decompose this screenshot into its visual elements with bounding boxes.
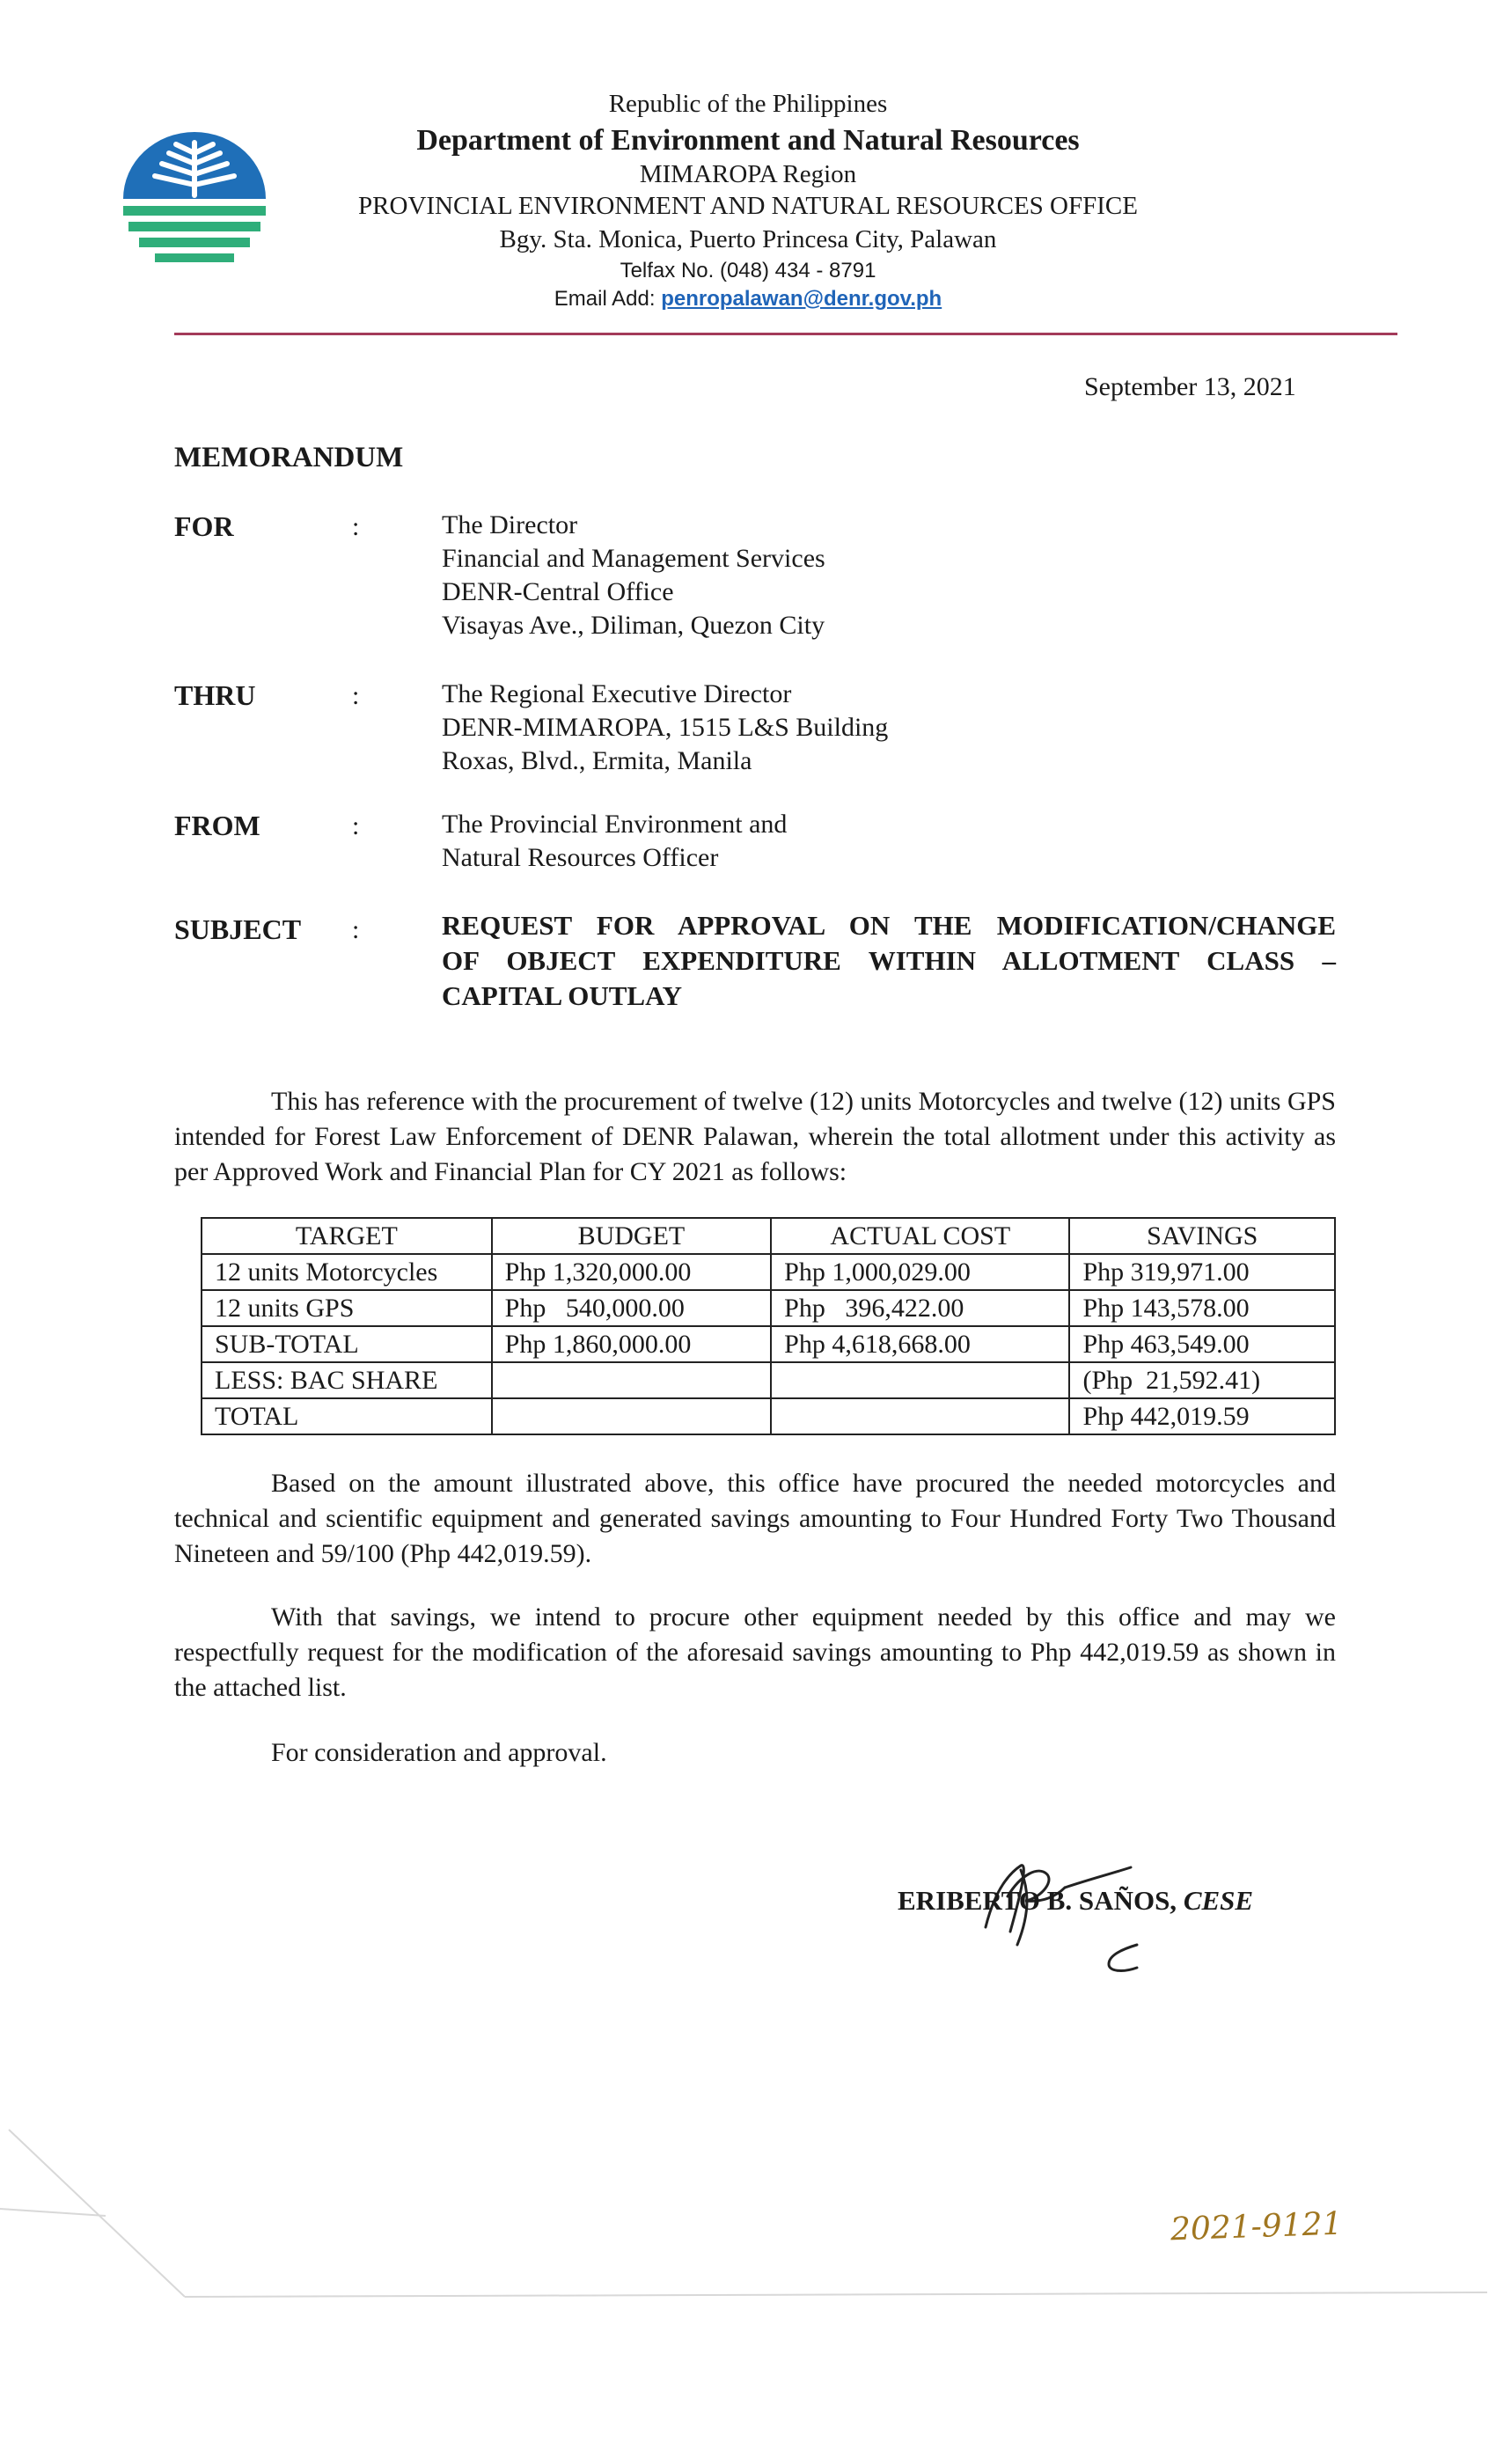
table-cell: Php 319,971.00 (1069, 1254, 1335, 1290)
subject-line: REQUEST FOR APPROVAL ON THE MODIFICATION/CHANGE (442, 910, 1336, 941)
routing-colon: : (352, 915, 360, 944)
routing-label: FROM (174, 810, 260, 841)
table-cell: Php 1,000,029.00 (771, 1254, 1069, 1290)
table-cell: Php 1,860,000.00 (492, 1326, 771, 1362)
email-label: Email Add: (554, 287, 656, 311)
table-cell: SUB-TOTAL (202, 1326, 492, 1362)
table-cell (492, 1362, 771, 1398)
header-cell-budget: BUDGET (492, 1218, 771, 1254)
table-cell: TOTAL (202, 1398, 492, 1434)
routing-label: SUBJECT (174, 913, 302, 945)
table-cell (771, 1398, 1069, 1434)
table-cell: Php 143,578.00 (1069, 1290, 1335, 1326)
routing-line: Visayas Ave., Diliman, Quezon City (442, 611, 825, 640)
table-cell: LESS: BAC SHARE (202, 1362, 492, 1398)
table-row (202, 1290, 1335, 1326)
republic-line: Republic of the Philippines (608, 90, 888, 118)
table-cell: Php 396,422.00 (771, 1290, 1069, 1326)
subject-line: OF OBJECT EXPENDITURE WITHIN ALLOTMENT CLASS – (442, 945, 1336, 976)
routing-label: FOR (174, 510, 234, 542)
handwritten-tracking-number: 2021-9121 (1170, 2205, 1344, 2248)
table-row (202, 1254, 1335, 1290)
telfax-line: Telfax No. (048) 434 - 8791 (620, 259, 876, 282)
table-cell (492, 1398, 771, 1434)
routing-label: THRU (174, 679, 256, 711)
office-line: PROVINCIAL ENVIRONMENT AND NATURAL RESOURCES OFFICE (358, 192, 1138, 220)
subject-text (442, 908, 1336, 1014)
routing-colon: : (352, 512, 360, 541)
table-cell (771, 1362, 1069, 1398)
routing-line: The Provincial Environment and (442, 810, 788, 839)
table-row (202, 1326, 1335, 1362)
department-name: Department of Environment and Natural Resources (416, 124, 1080, 157)
savings-request-paragraph: With that savings, we intend to procure other equipment needed by this office and may we respectfully request for the modification of the aforesaid savings amounting to Php 442,019.59 as shown in the attached list. (174, 1602, 1336, 1702)
savings-explanation-paragraph: Based on the amount illustrated above, this office have procured the needed motorcycles and technical and scientific equipment and generated savings amounting to Four Hundred Forty Two Thousand Nineteen and 59/100 (Php 442,019.59). (174, 1469, 1336, 1568)
scan-artifact-lines (0, 2112, 1496, 2306)
header-cell-actual-cost: ACTUAL COST (771, 1218, 1069, 1254)
signatory-name (898, 1885, 1253, 1917)
address-line: Bgy. Sta. Monica, Puerto Princesa City, Palawan (499, 225, 997, 253)
table-header-row (202, 1218, 1335, 1254)
memo-title: MEMORANDUM (174, 442, 404, 473)
table-cell: Php 442,019.59 (1069, 1398, 1335, 1434)
memo-date: September 13, 2021 (1084, 372, 1296, 401)
routing-line: Roxas, Blvd., Ermita, Manila (442, 746, 752, 775)
table-cell: 12 units GPS (202, 1290, 492, 1326)
header-cell-target: TARGET (202, 1218, 492, 1254)
table-cell: Php 1,320,000.00 (492, 1254, 771, 1290)
denr-logo (114, 130, 275, 268)
closing-line: For consideration and approval. (271, 1738, 607, 1767)
email-line (299, 283, 1197, 314)
email-link[interactable]: penropalawan@denr.gov.ph (661, 287, 942, 311)
table-cell: Php 463,549.00 (1069, 1326, 1335, 1362)
routing-line: Financial and Management Services (442, 544, 825, 573)
routing-lines (442, 678, 888, 778)
header-cell-savings: SAVINGS (1069, 1218, 1335, 1254)
table-row (202, 1362, 1335, 1398)
routing-line: Natural Resources Officer (442, 843, 719, 872)
routing-line: DENR-MIMAROPA, 1515 L&S Building (442, 713, 889, 742)
table-cell: (Php 21,592.41) (1069, 1362, 1335, 1398)
region-line: MIMAROPA Region (639, 160, 857, 188)
header-divider (174, 333, 1397, 335)
signatory-suffix: CESE (1183, 1885, 1254, 1916)
routing-line: The Regional Executive Director (442, 679, 792, 708)
table-cell: Php 4,618,668.00 (771, 1326, 1069, 1362)
routing-lines (442, 808, 787, 875)
table-row (202, 1398, 1335, 1434)
table-cell: 12 units Motorcycles (202, 1254, 492, 1290)
routing-colon: : (352, 681, 360, 710)
routing-line: The Director (442, 510, 578, 539)
routing-line: DENR-Central Office (442, 577, 674, 606)
routing-lines (442, 509, 825, 642)
signatory-name-text: ERIBERTO B. SAÑOS, (898, 1885, 1177, 1916)
subject-line: CAPITAL OUTLAY (442, 980, 683, 1011)
budget-table (201, 1217, 1336, 1435)
routing-colon: : (352, 811, 360, 840)
table-cell: Php 540,000.00 (492, 1290, 771, 1326)
intro-paragraph: This has reference with the procurement of twelve (12) units Motorcycles and twelve (12) units GPS intended for Forest Law Enforcement of DENR Palawan, wherein the total allotment under this activity as per Approved Work and Financial Plan for CY 2021 as follows: (174, 1087, 1336, 1186)
